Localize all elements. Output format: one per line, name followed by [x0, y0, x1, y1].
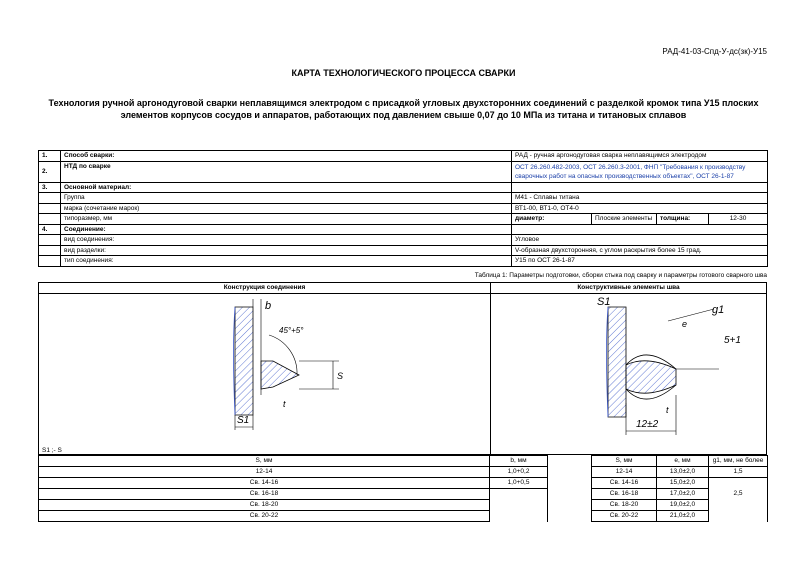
joint-kind-value: Угловое [512, 235, 768, 246]
document-code: РАД-41-03-Спд-У-дс(зк)-У15 [662, 47, 767, 56]
b-cell: 1,0+0,2 [490, 467, 548, 478]
table-row [39, 235, 768, 246]
table-row [39, 182, 768, 193]
g1-cell [709, 478, 768, 489]
empty-cell [39, 235, 61, 246]
diameter-value: Плоские элементы [592, 214, 657, 225]
g1-cell [709, 500, 768, 511]
empty-cell [39, 214, 61, 225]
welding-method-value: РАД - ручная аргонодуговая сварка неплавящимся электродом [512, 151, 768, 162]
groove-value: V-образная двухсторонняя, с углом раскрытия более 15 град. [512, 245, 768, 256]
table-caption: Таблица 1: Параметры подготовки, сборки стыка под сварку и параметры готового сварного шва [474, 272, 767, 279]
g1-cell: 1,5 [709, 467, 768, 478]
empty-cell [548, 456, 592, 467]
s-label: S [337, 371, 344, 381]
s-right-cell: Св. 14-16 [592, 478, 657, 489]
table-row [39, 500, 768, 511]
row-number: 3. [39, 182, 61, 193]
row-label: вид разделки: [61, 245, 512, 256]
ntd-value: ОСТ 26.260.482-2003, ОСТ 26.260.3-2001, ФНП "Требования к производству сварочных работ на опасных производственных объектах", ОСТ 26-1-87 [512, 161, 768, 182]
e-label: e [682, 319, 688, 329]
b-cell: 1,0+0,5 [490, 478, 548, 489]
row-label: НТД по сварке [61, 161, 512, 182]
table-header-row [39, 456, 768, 467]
empty-cell [548, 467, 592, 478]
empty-cell [548, 478, 592, 489]
s-right-cell: Св. 18-20 [592, 500, 657, 511]
e-cell: 15,0±2,0 [657, 478, 709, 489]
row-label: марка (сочетание марок) [61, 203, 512, 214]
s-left-cell: Св. 18-20 [39, 500, 490, 511]
s-right-cell: Св. 20-22 [592, 511, 657, 522]
process-table [38, 150, 768, 267]
g1-cell [709, 511, 768, 522]
empty-cell [39, 245, 61, 256]
empty-cell [548, 489, 592, 500]
empty-cell [548, 500, 592, 511]
header-s-right: S, мм [592, 456, 657, 467]
joint-design-header: Конструкция соединения [39, 283, 490, 294]
s-left-cell: Св. 14-16 [39, 478, 490, 489]
joint-design-drawing [219, 295, 389, 445]
table-row [39, 478, 768, 489]
e-cell: 19,0±2,0 [657, 500, 709, 511]
row-label: Группа [61, 193, 512, 204]
table-row [39, 161, 768, 182]
row-label: тип соединения: [61, 256, 512, 267]
g1-cell: 2,5 [709, 489, 768, 500]
empty-cell [548, 511, 592, 522]
thickness-value: 12-30 [709, 214, 768, 225]
empty-cell [39, 203, 61, 214]
row-label: Соединение: [61, 224, 512, 235]
b-label: b [265, 300, 272, 312]
five-label: 5+1 [724, 335, 741, 346]
group-value: М41 - Сплавы титана [512, 193, 768, 204]
table-row [39, 203, 768, 214]
drawing-section [38, 282, 767, 455]
b-cell [490, 500, 548, 511]
b-cell [490, 489, 548, 500]
header-s-left: S, мм [39, 456, 490, 467]
row-number: 2. [39, 161, 61, 182]
row-label: вид соединения: [61, 235, 512, 246]
t-label: t [283, 399, 286, 409]
table-row [39, 151, 768, 162]
twelve-label: 12±2 [636, 419, 659, 430]
s-right-cell: Св. 16-18 [592, 489, 657, 500]
page-title: КАРТА ТЕХНОЛОГИЧЕСКОГО ПРОЦЕССА СВАРКИ [291, 68, 516, 78]
section-divider [490, 283, 491, 454]
thickness-label: толщина: [657, 214, 709, 225]
grade-value: ВТ1-00, ВТ1-0, ОТ4-0 [512, 203, 768, 214]
table-row [39, 245, 768, 256]
e-cell: 13,0±2,0 [657, 467, 709, 478]
row-label: Способ сварки: [61, 151, 512, 162]
s-left-cell: Св. 20-22 [39, 511, 490, 522]
row-number: 4. [39, 224, 61, 235]
header-b: b, мм [490, 456, 548, 467]
table-row [39, 511, 768, 522]
empty-cell [39, 193, 61, 204]
diameter-label: диаметр: [512, 214, 592, 225]
empty-cell [512, 224, 768, 235]
row-number: 1. [39, 151, 61, 162]
table-row [39, 224, 768, 235]
page-subtitle: Технология ручной аргонодуговой сварки неплавящимся электродом с присадкой угловых двухсторонних соединений с разделкой кромок типа У15 плоских элементов корпусов сосудов и аппаратов, работающих под давлением свыше 0,07 до 10 МПа из титана и титановых сплавов [48, 98, 759, 120]
g1-label: g1 [712, 304, 725, 316]
s-left-cell: Св. 16-18 [39, 489, 490, 500]
angle-label: 45°+5° [279, 326, 304, 335]
b-cell [490, 511, 548, 522]
header-e: e, мм [657, 456, 709, 467]
weld-elements-drawing [594, 295, 744, 445]
table-row [39, 489, 768, 500]
e-cell: 17,0±2,0 [657, 489, 709, 500]
weld-elements-header: Конструктивные элементы шва [491, 283, 766, 294]
table-row [39, 214, 768, 225]
table-row [39, 256, 768, 267]
header-g1: g1, мм, не более [709, 456, 768, 467]
empty-cell [39, 256, 61, 267]
e-cell: 21,0±2,0 [657, 511, 709, 522]
s1-s-note: S1 ;- S [42, 447, 62, 454]
s-right-cell: 12-14 [592, 467, 657, 478]
empty-cell [512, 182, 768, 193]
s-left-cell: 12-14 [39, 467, 490, 478]
row-label: Основной материал: [61, 182, 512, 193]
joint-type-value: У15 по ОСТ 26-1-87 [512, 256, 768, 267]
row-label: типоразмер, мм [61, 214, 512, 225]
table-row [39, 467, 768, 478]
s1-label-right: S1 [597, 296, 611, 308]
s1-label: S1 [237, 415, 250, 426]
t-label-right: t [666, 405, 669, 415]
parameter-table [38, 455, 768, 522]
table-row [39, 193, 768, 204]
